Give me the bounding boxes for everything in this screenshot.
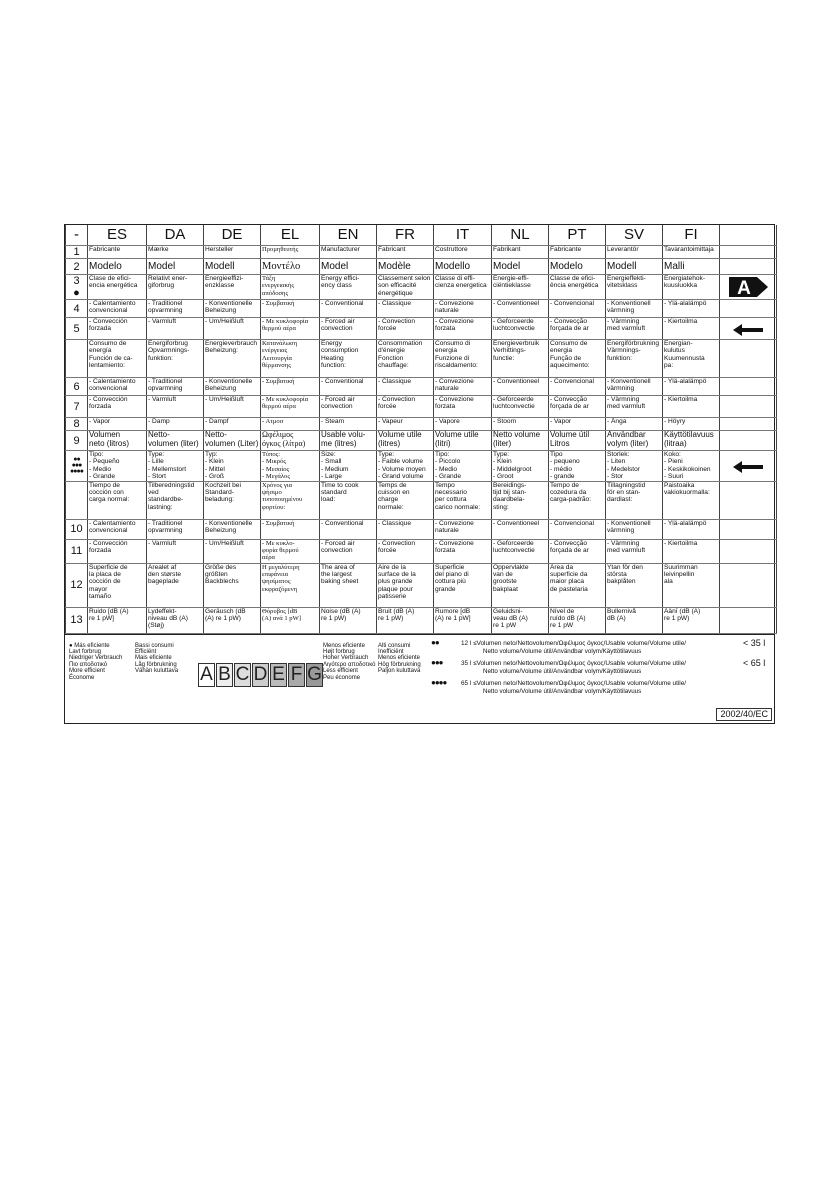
table-cell: Modell: [606, 259, 663, 275]
table-cell: Volume utile (litres): [377, 431, 434, 451]
table-cell: - Συμβατική: [261, 378, 320, 396]
row-number: 8: [66, 418, 88, 431]
language-header-row: [66, 225, 777, 246]
side-cell: [720, 300, 777, 318]
table-cell: Hersteller: [204, 246, 261, 259]
table-cell: Model: [492, 259, 549, 275]
side-cell: [720, 259, 777, 275]
table-cell: Fabricant: [377, 246, 434, 259]
table-cell: Type: - Klein - Middelgroot - Groot: [492, 451, 549, 482]
table-cell: - Convezione forzata: [434, 396, 492, 418]
table-cell: Fabricante: [549, 246, 606, 259]
table-cell: - Convezione naturale: [434, 378, 492, 396]
table-cell: Model: [147, 259, 204, 275]
table-cell: Temps de cuisson en charge normale:: [377, 481, 434, 519]
volume-limit: < 35 l: [743, 637, 766, 648]
table-cell: - Värmning med varmluft: [606, 318, 663, 340]
table-cell: - Vapor: [549, 418, 606, 431]
side-cell: [720, 418, 777, 431]
table-cell: Äänī (dB (A) re 1 pW): [663, 607, 720, 633]
table-cell: - Traditionel opvarmning: [147, 519, 204, 539]
row-number: 7: [66, 396, 88, 418]
table-cell: Käyttötilavuus (litraa): [663, 431, 720, 451]
table-cell: Energiatehok- kuusluokka: [663, 275, 720, 300]
table-cell: - Convezione forzata: [434, 318, 492, 340]
row-number: 1: [66, 246, 88, 259]
header-cell: -: [66, 225, 88, 246]
table-cell: Ruido [dB (A) re 1 pW]: [88, 607, 147, 633]
table-row: [66, 378, 777, 396]
table-cell: Netto volume (liter): [492, 431, 549, 451]
table-cell: Tiempo de cocción con carga normal:: [88, 481, 147, 519]
row-number: [66, 481, 88, 519]
table-cell: - Geforceerde luchtconvectie: [492, 396, 549, 418]
table-cell: - Ατμοσ: [261, 418, 320, 431]
table-cell: - Conventioneel: [492, 519, 549, 539]
table-cell: - Kiertoilma: [663, 396, 720, 418]
table-cell: Área da superficie da maior placa de pastelaria: [549, 563, 606, 607]
table-cell: - Vapeur: [377, 418, 434, 431]
scale-letter: D: [253, 663, 268, 685]
volume-limit: < 65 l: [743, 657, 766, 668]
table-row: [66, 431, 777, 451]
header-cell: NL: [492, 225, 549, 246]
energy-label-sheet: [64, 224, 775, 724]
volume-bullets: ●●●: [431, 657, 443, 667]
table-cell: - Convencional: [549, 378, 606, 396]
table-cell: - Συμβατική: [261, 300, 320, 318]
table-cell: Bruit (dB (A) re 1 pW): [377, 607, 434, 633]
table-cell: - Με κυκλοφορία θερμού αέρα: [261, 318, 320, 340]
header-cell: FR: [377, 225, 434, 246]
table-cell: Energieeffizi- enzklasse: [204, 275, 261, 300]
table-cell: Tilberedningstid ved standardbe- lastning:: [147, 481, 204, 519]
table-row: [66, 340, 777, 378]
table-row: [66, 275, 777, 300]
table-cell: Aire de la surface de la plus grande plaque pour patisserie: [377, 563, 434, 607]
table-cell: Relativt ener- giforbrug: [147, 275, 204, 300]
table-row: [66, 519, 777, 539]
indicator-arrow-icon: [733, 324, 763, 336]
table-cell: - Forced air convection: [320, 396, 377, 418]
table-cell: Rumore [dB (A) re 1 pW]: [434, 607, 492, 633]
table-cell: Modelo: [549, 259, 606, 275]
header-cell: DA: [147, 225, 204, 246]
volume-subtext: Netto volume/Volume útil/Användbar volym/Käyttötilavuus: [483, 667, 642, 675]
table-cell: Tillagningstid för en stan- dardlast:: [606, 481, 663, 519]
table-cell: Model: [320, 259, 377, 275]
table-row: [66, 563, 777, 607]
side-cell: [720, 519, 777, 539]
table-cell: - Conventioneel: [492, 300, 549, 318]
table-cell: - Konventionell värmning: [606, 300, 663, 318]
table-cell: Μοντέλο: [261, 259, 320, 275]
table-row: [66, 539, 777, 563]
table-cell: - Convección forzada: [88, 318, 147, 340]
table-cell: Mærke: [147, 246, 204, 259]
header-cell: [720, 225, 777, 246]
indicator-arrow-icon: [733, 461, 763, 473]
table-cell: Modelo: [88, 259, 147, 275]
table-cell: Energy effici- ency class: [320, 275, 377, 300]
table-cell: - Um/Heißluft: [204, 396, 261, 418]
table-cell: - Värmning med varmluft: [606, 396, 663, 418]
header-cell: EL: [261, 225, 320, 246]
side-cell: [720, 378, 777, 396]
table-cell: Modell: [204, 259, 261, 275]
table-cell: - Convecção forçada de ar: [549, 318, 606, 340]
header-cell: EN: [320, 225, 377, 246]
legend-footer: [65, 634, 774, 723]
table-cell: - Convecção forçada de ar: [549, 539, 606, 563]
table-cell: Kochzeit bei Standard- beladung:: [204, 481, 261, 519]
table-cell: Energieverbrauch Beheizung:: [204, 340, 261, 378]
table-row: [66, 418, 777, 431]
volume-text: 65 l ≤Volumen neto/Nettovolumen/Ωφέλιμος όγκος/Usable volume/Volume utile/: [461, 679, 687, 687]
table-cell: Χρόνος για ψήσιμο τυποποιημένου φορτίου:: [261, 481, 320, 519]
table-cell: Nível de ruído dB (A) re 1 pW: [549, 607, 606, 633]
side-cell: [720, 340, 777, 378]
table-cell: Classe de efici- ência energética: [549, 275, 606, 300]
row-number: 9: [66, 431, 88, 451]
table-cell: - Varmluft: [147, 318, 204, 340]
table-cell: Typ: - Klein - Mittel - Groß: [204, 451, 261, 482]
table-cell: Geluidsni- veau dB (A) re 1 pW: [492, 607, 549, 633]
scale-letter: A: [198, 663, 215, 687]
table-cell: - Convection forcée: [377, 396, 434, 418]
volume-text: 12 l ≤Volumen neto/Nettovolumen/Ωφέλιμος όγκος/Usable volume/Volume utile/: [461, 639, 687, 647]
table-cell: - Vapore: [434, 418, 492, 431]
less-efficient-legend: Menos eficiente Højt forbrug Hoher Verbrauch Λιγότερο αποδοτικό Less efficient Peu économe: [323, 642, 376, 681]
table-cell: Volume utile (litri): [434, 431, 492, 451]
table-cell: Superficie de la placa de cocción de mayor tamaño: [88, 563, 147, 607]
table-row: [66, 481, 777, 519]
energy-label-table: [65, 225, 777, 634]
row-number: 4: [66, 300, 88, 318]
table-cell: Η μεγαλύτερη επιφάνεια ψησίματος εκφραζόμενη: [261, 563, 320, 607]
less-efficient-legend-2: Alti consumi Inefficiënt Menos eficiente Hög förbrukning Paljon kuluttava: [378, 642, 421, 675]
table-cell: Θόρυβος [dB (A) ανά 1 pW]: [261, 607, 320, 633]
row-number: 2: [66, 259, 88, 275]
side-cell: [720, 246, 777, 259]
table-cell: Oppervlakte van de grootste bakplaat: [492, 563, 549, 607]
table-cell: Τύπος: - Μικρός - Μεσαίος - Μεγάλος: [261, 451, 320, 482]
table-cell: - Vapor: [88, 418, 147, 431]
table-row: [66, 318, 777, 340]
table-cell: - Ylä-alalämpö: [663, 519, 720, 539]
table-cell: Classement selon son efficacité énergétique: [377, 275, 434, 300]
table-cell: - Conventioneel: [492, 378, 549, 396]
table-cell: Netto- volumen (liter): [147, 431, 204, 451]
table-cell: - Convezione naturale: [434, 300, 492, 318]
table-cell: Bullernivå dB (A): [606, 607, 663, 633]
table-cell: Arealet af den største bageplade: [147, 563, 204, 607]
header-cell: DE: [204, 225, 261, 246]
table-cell: Koko: - Pieni - Keskikokoinen - Suuri: [663, 451, 720, 482]
table-cell: - Konventionelle Beheizung: [204, 378, 261, 396]
more-efficient-legend-2: Bassi consumi Efficiënt Mais eficiente Låg förbrukning Vähän kuluttava: [135, 642, 179, 675]
table-cell: - Konventionell värmning: [606, 519, 663, 539]
table-cell: Volume útil Litros: [549, 431, 606, 451]
side-cell: [720, 396, 777, 418]
table-cell: Suurimman leivinpellin ala: [663, 563, 720, 607]
table-cell: Usable volu- me (litres): [320, 431, 377, 451]
table-cell: Consommation d'énergie Fonction chauffage:: [377, 340, 434, 378]
table-cell: Paistoaika vakiokuormalla:: [663, 481, 720, 519]
table-cell: Προμηθευτής: [261, 246, 320, 259]
table-cell: Bereidings- tijd bij stan- daardbela- sting:: [492, 481, 549, 519]
table-cell: Volumen neto (litros): [88, 431, 147, 451]
table-cell: - Classique: [377, 519, 434, 539]
volume-class-line: [431, 679, 686, 695]
table-cell: - Forced air convection: [320, 318, 377, 340]
table-cell: Energian- kulutus Kuumennusta pa:: [663, 340, 720, 378]
header-cell: ES: [88, 225, 147, 246]
table-cell: Energy consumption Heating function:: [320, 340, 377, 378]
volume-subtext: Netto volume/Volume útil/Användbar volym/Käyttötilavuus: [483, 687, 642, 695]
table-cell: Ytan för den största bakplåten: [606, 563, 663, 607]
table-cell: Modello: [434, 259, 492, 275]
row-number: 5: [66, 318, 88, 340]
table-cell: Manufacturer: [320, 246, 377, 259]
table-cell: Clase de efici- encia energética: [88, 275, 147, 300]
table-cell: - Ånga: [606, 418, 663, 431]
table-cell: Type: - Faible volume - Volume moyen - Grand volume: [377, 451, 434, 482]
table-cell: Time to cook standard load:: [320, 481, 377, 519]
side-cell: [720, 275, 777, 300]
table-cell: - Konventionelle Beheizung: [204, 300, 261, 318]
table-cell: - Ylä-alalämpö: [663, 378, 720, 396]
table-cell: - Traditionel opvarmning: [147, 378, 204, 396]
table-cell: - Damp: [147, 418, 204, 431]
more-efficient-legend: ● Más eficiente Lavt forbrug Niedriger Verbrauch Πιο αποδοτικό More efficient Économe: [69, 642, 123, 681]
table-cell: Storlek: - Liten - Medelstor - Stor: [606, 451, 663, 482]
table-cell: - Um/Heißluft: [204, 318, 261, 340]
side-cell: [720, 451, 777, 482]
table-cell: - Kiertoilma: [663, 539, 720, 563]
row-number: 12: [66, 563, 88, 607]
table-cell: Energie-effi- ciëntieklasse: [492, 275, 549, 300]
table-cell: - Forced air convection: [320, 539, 377, 563]
table-cell: - Konventionelle Beheizung: [204, 519, 261, 539]
row-number: ●● ●●● ●●●●: [66, 451, 88, 482]
scale-letter: C: [235, 663, 250, 685]
table-cell: Consumo de energía Función de ca- lentamiento:: [88, 340, 147, 378]
table-cell: Modèle: [377, 259, 434, 275]
side-cell: [720, 481, 777, 519]
table-cell: Fabricante: [88, 246, 147, 259]
table-cell: Κατανάλωση ενέργειας Λειτουργία θέρμανσης: [261, 340, 320, 378]
table-cell: - Konventionell värmning: [606, 378, 663, 396]
table-cell: - Conventional: [320, 378, 377, 396]
table-row: [66, 396, 777, 418]
table-row: [66, 246, 777, 259]
table-cell: - Calentamiento convencional: [88, 300, 147, 318]
scale-letter: F: [288, 663, 305, 687]
table-cell: Energieffekti- vitetsklass: [606, 275, 663, 300]
table-cell: - Höyry: [663, 418, 720, 431]
table-cell: - Convección forzada: [88, 539, 147, 563]
table-cell: - Convecção forçada de ar: [549, 396, 606, 418]
table-cell: Lydeffekt- niveau dB (A) (Støj): [147, 607, 204, 633]
side-cell: [720, 431, 777, 451]
table-cell: Type: - Lille - Mellemstort - Stort: [147, 451, 204, 482]
table-cell: Superficie del piano di cottura più grande: [434, 563, 492, 607]
table-cell: Användbar volym (liter): [606, 431, 663, 451]
table-cell: - Dampf: [204, 418, 261, 431]
volume-subtext: Netto volume/Volume útil/Användbar volym/Käyttötilavuus: [483, 647, 642, 655]
directive-number: 2002/40/EC: [716, 708, 772, 721]
table-row: [66, 259, 777, 275]
table-cell: Geräusch (dB (A) re 1 pW): [204, 607, 261, 633]
table-cell: Consumo di energia Funzione di riscaldamento:: [434, 340, 492, 378]
table-cell: - Um/Heißluft: [204, 539, 261, 563]
table-cell: The area of the largest baking sheet: [320, 563, 377, 607]
table-cell: Classe di effi- cienza energetica: [434, 275, 492, 300]
table-row: [66, 300, 777, 318]
scale-letter: E: [270, 663, 287, 687]
row-number: [66, 340, 88, 378]
side-cell: [720, 563, 777, 607]
table-cell: Leverantör: [606, 246, 663, 259]
table-cell: Ωφέλιμος όγκος (λίτρα): [261, 431, 320, 451]
table-cell: - Värmning med varmluft: [606, 539, 663, 563]
header-cell: IT: [434, 225, 492, 246]
volume-class-line: [431, 657, 766, 675]
header-cell: PT: [549, 225, 606, 246]
table-cell: - Geforceerde luchtconvectie: [492, 318, 549, 340]
table-cell: Tipo: - Piccolo - Medio - Grande: [434, 451, 492, 482]
table-cell: Energiförbrukning Värmnings- funktion:: [606, 340, 663, 378]
table-cell: Malli: [663, 259, 720, 275]
row-number: 3 ●: [66, 275, 88, 300]
header-cell: SV: [606, 225, 663, 246]
table-cell: - Convection forcée: [377, 318, 434, 340]
efficiency-class-badge: [727, 276, 769, 298]
table-cell: - Kiertoilma: [663, 318, 720, 340]
volume-text: 35 l ≤Volumen neto/Nettovolumen/Ωφέλιμος όγκος/Usable volume/Volume utile/: [461, 659, 687, 667]
table-cell: - Conventional: [320, 300, 377, 318]
table-cell: Tempo necessario per cottura carico normale:: [434, 481, 492, 519]
table-cell: - Με κυκλο- φορία θερμού αέρα: [261, 539, 320, 563]
side-cell: [720, 539, 777, 563]
table-cell: Größe des größten Backblechs: [204, 563, 261, 607]
side-cell: [720, 607, 777, 633]
row-number: 11: [66, 539, 88, 563]
row-number: 10: [66, 519, 88, 539]
table-cell: - Convezione naturale: [434, 519, 492, 539]
table-cell: Tipo - pequeno - médio - grande: [549, 451, 606, 482]
table-cell: - Classique: [377, 378, 434, 396]
scale-letter: G: [307, 663, 322, 685]
table-cell: Fabrikant: [492, 246, 549, 259]
scale-letter: B: [216, 663, 233, 687]
table-cell: Tavarantoimittaja: [663, 246, 720, 259]
table-cell: - Traditionel opvarmning: [147, 300, 204, 318]
table-cell: - Convezione forzata: [434, 539, 492, 563]
table-cell: Size: - Small - Medium - Large: [320, 451, 377, 482]
table-cell: - Convencional: [549, 300, 606, 318]
table-cell: Costruttore: [434, 246, 492, 259]
table-cell: - Varmluft: [147, 396, 204, 418]
badge-letter: A: [737, 278, 751, 298]
table-cell: - Steam: [320, 418, 377, 431]
table-cell: - Classique: [377, 300, 434, 318]
table-cell: - Calentamiento convencional: [88, 378, 147, 396]
table-cell: - Varmluft: [147, 539, 204, 563]
table-cell: - Geforceerde luchtconvectie: [492, 539, 549, 563]
table-cell: - Conventional: [320, 519, 377, 539]
table-cell: - Convencional: [549, 519, 606, 539]
volume-bullets: ●●: [431, 637, 439, 647]
table-cell: - Με κυκλοφορία θερμού αέρα: [261, 396, 320, 418]
table-cell: - Stoom: [492, 418, 549, 431]
volume-bullets: ●●●●: [431, 677, 447, 687]
table-cell: - Ylä-alalämpö: [663, 300, 720, 318]
table-cell: - Calentamiento convencional: [88, 519, 147, 539]
table-cell: Noise (dB (A) re 1 pW): [320, 607, 377, 633]
table-cell: Energieverbruik Verhittings- functie:: [492, 340, 549, 378]
row-number: 13: [66, 607, 88, 633]
table-row: [66, 607, 777, 633]
side-cell: [720, 318, 777, 340]
table-cell: Tempo de cozedura da carga-padrão:: [549, 481, 606, 519]
volume-class-line: [431, 637, 766, 655]
table-cell: Energiforbrug Opvarmnings- funktion:: [147, 340, 204, 378]
table-cell: Τάξη ενεργειακής απόδοσης: [261, 275, 320, 300]
table-cell: Consumo de energia Função de aquecimento:: [549, 340, 606, 378]
efficiency-scale: [198, 663, 324, 687]
header-cell: FI: [663, 225, 720, 246]
table-cell: - Convección forzada: [88, 396, 147, 418]
table-cell: Tipo: - Pequeño - Medio - Grande: [88, 451, 147, 482]
table-row: [66, 451, 777, 482]
table-cell: - Convection forcée: [377, 539, 434, 563]
table-cell: Netto- volumen (Liter): [204, 431, 261, 451]
row-number: 6: [66, 378, 88, 396]
table-cell: - Συμβατική: [261, 519, 320, 539]
